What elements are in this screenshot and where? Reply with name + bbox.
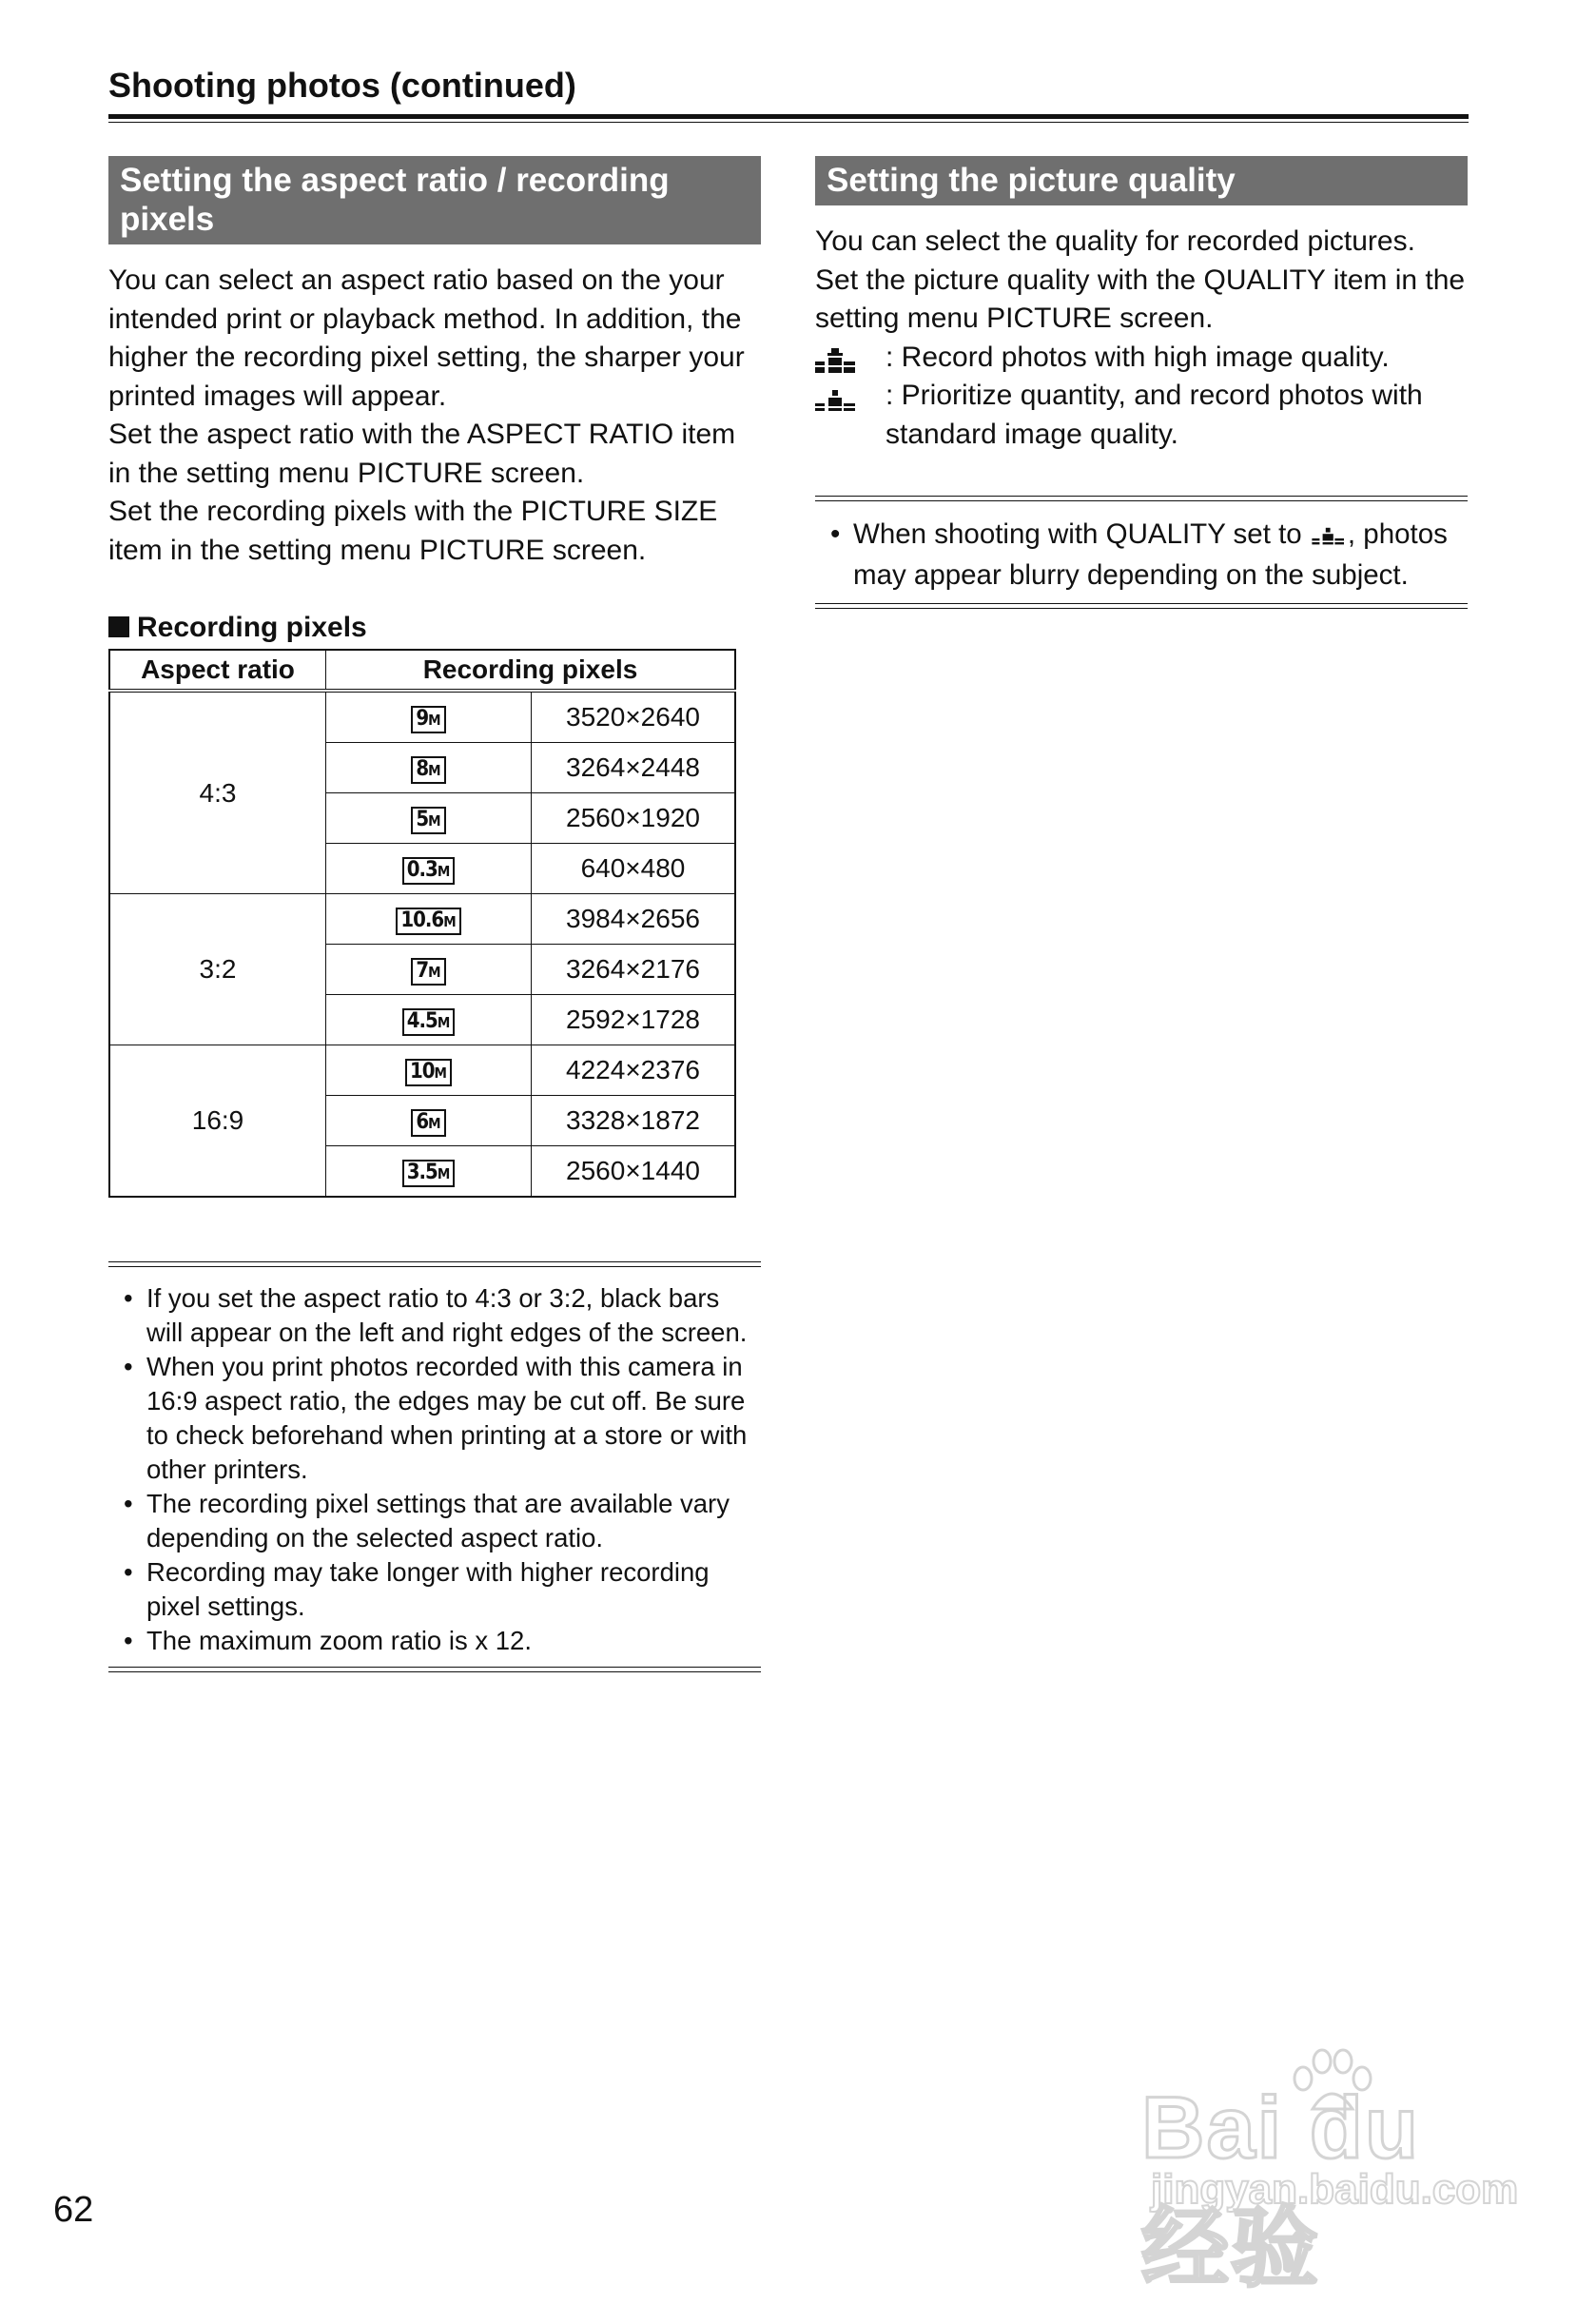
recording-pixels-heading-text: Recording pixels: [137, 612, 367, 643]
picture-size-icon-unit: M: [428, 1115, 441, 1132]
picture-size-icon-number: 0.3: [406, 858, 438, 882]
recording-pixels-heading: [108, 611, 761, 645]
picture-size-icon-unit: M: [437, 1014, 451, 1031]
recording-pixels-cell: 3520×2640: [532, 691, 736, 743]
picture-size-icon: [402, 1160, 456, 1187]
picture-size-icon-unit: M: [428, 712, 441, 729]
picture-size-icon-cell: [326, 945, 532, 995]
picture-size-icon-cell: [326, 1096, 532, 1146]
aspect-ratio-cell: 4:3: [109, 691, 326, 894]
header-rule: [108, 114, 1469, 119]
picture-size-icon: [411, 756, 445, 784]
recording-pixels-cell: 2560×1920: [532, 793, 736, 844]
note-text: When shooting with QUALITY set to: [853, 518, 1302, 550]
aspect-ratio-cell: 16:9: [109, 1045, 326, 1198]
recording-pixels-cell: 3328×1872: [532, 1096, 736, 1146]
paragraph: Set the recording pixels with the PICTURE SIZE item in the setting menu PICTURE screen.: [108, 496, 718, 566]
picture-size-icon-cell: [326, 995, 532, 1045]
picture-size-icon-cell: [326, 1146, 532, 1198]
picture-size-icon: [411, 706, 445, 733]
picture-size-icon: [402, 857, 456, 885]
watermark-url: jingyan.baidu.com: [1151, 2166, 1519, 2213]
note-item: • If you set the aspect ratio to 4:3 or 3:2, black bars will appear on the left and right edges of the screen.: [124, 1281, 761, 1350]
square-bullet-icon: [108, 616, 129, 637]
picture-size-icon: [402, 1008, 456, 1036]
note-item: [830, 516, 1468, 595]
picture-size-icon-cell: [326, 894, 532, 945]
paragraph: You can select an aspect ratio based on the your intended print or playback method. In addition, the higher the recording pixel setting, the sharper your printed images will appear.: [108, 264, 745, 412]
picture-size-icon: [411, 958, 445, 986]
quality-option-fine-text: : Record photos with high image quality.: [886, 341, 1390, 373]
note-item: • When you print photos recorded with this camera in 16:9 aspect ratio, the edges may be cut off. Be sure to check beforehand when printing at a store or with other printers.: [124, 1350, 761, 1487]
quality-option-fine: [815, 339, 1468, 378]
aspect-ratio-cell: 3:2: [109, 894, 326, 1045]
picture-size-icon-cell: [326, 1045, 532, 1096]
table-header-recording-pixels: Recording pixels: [326, 650, 736, 691]
picture-size-icon-unit: M: [434, 1064, 447, 1082]
aspect-ratio-column: [108, 156, 761, 1672]
recording-pixels-cell: 2592×1728: [532, 995, 736, 1045]
table-row: [109, 894, 735, 945]
picture-size-icon-number: 8: [416, 757, 429, 781]
recording-pixels-cell: 640×480: [532, 844, 736, 894]
picture-size-icon-unit: M: [437, 1165, 451, 1182]
recording-pixels-cell: 4224×2376: [532, 1045, 736, 1096]
picture-size-icon-unit: M: [428, 964, 441, 981]
table-row: [109, 691, 735, 743]
picture-size-icon: [411, 807, 445, 834]
page-number: 62: [53, 2190, 94, 2230]
picture-size-icon-unit: M: [428, 812, 441, 830]
page-title: Shooting photos (continued): [108, 66, 576, 105]
table-header-row: [109, 650, 735, 691]
picture-size-icon-unit: M: [443, 913, 457, 930]
table-header-aspect-ratio: Aspect ratio: [109, 650, 326, 691]
aspect-ratio-section-title: Setting the aspect ratio / recording pixels: [108, 156, 761, 244]
picture-size-icon-number: 9: [416, 707, 429, 731]
recording-pixels-table: [108, 649, 736, 1198]
fine-quality-icon: [815, 346, 857, 375]
paragraph: Set the picture quality with the QUALITY item in the setting menu PICTURE screen.: [815, 264, 1466, 334]
standard-quality-icon: [1310, 518, 1348, 556]
aspect-ratio-description: [108, 262, 761, 570]
picture-size-icon-number: 6: [416, 1110, 429, 1134]
note-text: , photos may appear blurry depending on the subject.: [853, 518, 1448, 591]
picture-quality-description: [815, 223, 1468, 454]
paragraph: Set the aspect ratio with the ASPECT RATIO item in the setting menu PICTURE screen.: [108, 419, 736, 489]
picture-quality-section-title: Setting the picture quality: [815, 156, 1468, 205]
picture-quality-notes: [815, 496, 1468, 609]
picture-size-icon: [411, 1109, 445, 1137]
baidu-watermark: [1132, 2040, 1519, 2297]
picture-size-icon-cell: [326, 743, 532, 793]
quality-option-standard: [815, 377, 1468, 454]
note-item: • The recording pixel settings that are available vary depending on the selected aspect ratio.: [124, 1487, 761, 1555]
picture-size-icon-number: 4.5: [406, 1009, 438, 1033]
picture-size-icon: [405, 1059, 452, 1086]
picture-size-icon-unit: M: [437, 863, 451, 880]
paragraph: You can select the quality for recorded pictures.: [815, 225, 1415, 257]
picture-quality-column: [815, 156, 1468, 609]
picture-size-icon-number: 3.5: [406, 1161, 438, 1184]
picture-size-icon-number: 10.6: [400, 908, 444, 932]
picture-size-icon-unit: M: [428, 762, 441, 779]
picture-size-icon-cell: [326, 844, 532, 894]
recording-pixels-cell: 3264×2176: [532, 945, 736, 995]
picture-size-icon-cell: [326, 691, 532, 743]
table-row: [109, 1045, 735, 1096]
watermark-logo-text: Bai du 经验: [1141, 2079, 1421, 2297]
note-item: • Recording may take longer with higher recording pixel settings.: [124, 1555, 761, 1624]
picture-size-icon-cell: [326, 793, 532, 844]
quality-option-standard-text: : Prioritize quantity, and record photos with standard image quality.: [886, 380, 1423, 450]
recording-pixels-cell: 3264×2448: [532, 743, 736, 793]
picture-size-icon-number: 7: [416, 959, 429, 983]
picture-size-icon: [396, 908, 460, 935]
recording-pixels-cell: 2560×1440: [532, 1146, 736, 1198]
recording-pixels-cell: 3984×2656: [532, 894, 736, 945]
picture-size-icon-number: 5: [416, 808, 429, 831]
standard-quality-icon: [815, 384, 857, 413]
header-rule-thin: [108, 122, 1469, 123]
aspect-ratio-notes: [108, 1261, 761, 1672]
picture-size-icon-number: 10: [410, 1060, 435, 1084]
table-body: [109, 691, 735, 1197]
note-item: • The maximum zoom ratio is x 12.: [124, 1624, 761, 1658]
